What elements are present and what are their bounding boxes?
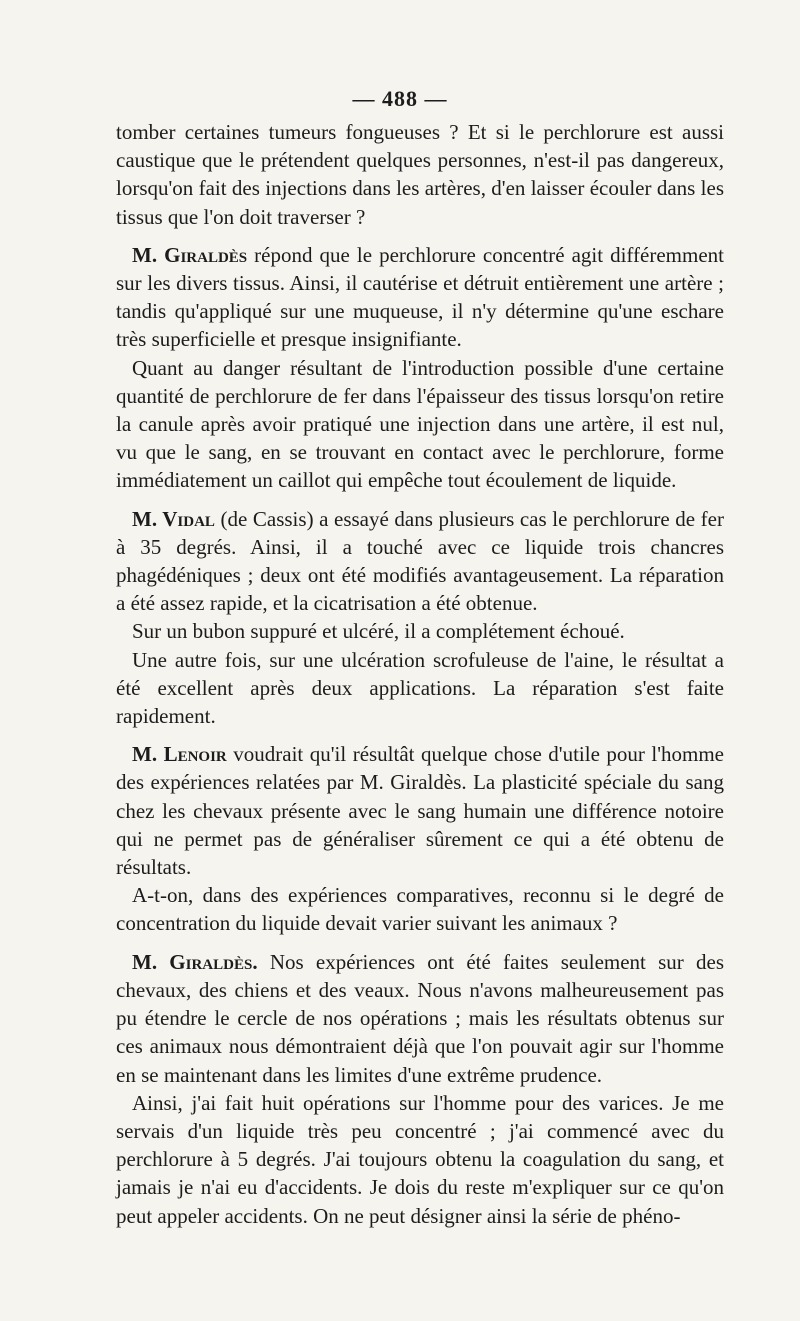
paragraph <box>116 118 724 231</box>
page-number: — 488 — <box>352 86 448 111</box>
paragraph-text: voudrait qu'il résultât quelque chose d'utile pour l'homme des expériences relatées par M. Giraldès. La plasticité spéciale du sang chez les chevaux présente avec le sang humain une différence notoire qui ne permet pas de généraliser sûrement ce qui a été obtenu de résultats. <box>116 742 724 880</box>
paragraph <box>116 948 724 1089</box>
paragraph <box>116 241 724 354</box>
paragraph-text: A-t-on, dans des expériences comparatives, reconnu si le degré de concentration du liquide devait varier suivant les animaux ? <box>116 883 724 936</box>
paragraph-text: (de Cassis) a essayé dans plusieurs cas le perchlorure de fer à 35 degrés. Ainsi, il a touché avec ce liquide trois chancres phagédéniques ; deux ont été modifiés avantageusement. La réparation a été assez rapide, et la cicatrisation a été obtenue. <box>116 506 724 616</box>
paragraph-text: Nos expériences ont été faites seulement sur des chevaux, des chiens et des veaux. Nous n'avons malheureusement pas pu étendre le cercle de nos opérations ; mais les résultats obtenus sur ces animaux nous démontraient déjà que l'on pouvait agir sur l'homme en se maintenant dans les limites d'une extrême prudence. <box>116 949 725 1087</box>
paragraph <box>116 1089 724 1230</box>
paragraph-text: Ainsi, j'ai fait huit opérations sur l'homme pour des varices. Je me servais d'un liquide très peu concentré ; j'ai commencé avec du perchlorure à 5 degrés. J'ai toujours obtenu la coagulation du sang, et jamais je n'ai eu d'accidents. Je dois du reste m'expliquer sur ce qu'on peut appeler accidents. On ne peut désigner ainsi la série de phéno- <box>116 1090 724 1228</box>
paragraph-text: tomber certaines tumeurs fongueuses ? Et si le perchlorure est aussi caustique que le prétendent quelques personnes, n'est-il pas dangereux, lorsqu'on fait des injections dans les artères, d'en laisser écouler dans les tissus que l'on doit traverser ? <box>116 120 724 229</box>
speaker-name: M. Lenoir <box>132 742 227 767</box>
paragraph <box>116 505 724 618</box>
speaker-name: M. Vidal <box>132 506 215 531</box>
paragraph-text: Sur un bubon suppuré et ulcéré, il a complétement échoué. <box>132 619 625 644</box>
paragraph <box>116 646 724 731</box>
speaker-name: M. Giraldès. <box>132 949 258 974</box>
speaker-name: M. Giraldès <box>132 242 248 267</box>
paragraph <box>116 617 724 645</box>
paragraph-text: Une autre fois, sur une ulcération scrofuleuse de l'aine, le résultat a été excellent après deux applications. La réparation s'est faite rapidement. <box>116 647 724 729</box>
paragraph-text: répond que le perchlorure concentré agit différemment sur les divers tissus. Ainsi, il cautérise et détruit entièrement une artère ; tandis qu'appliqué sur une muqueuse, il n'y détermine qu'une eschare très superficielle et presque insignifiante. <box>116 242 724 352</box>
paragraph-text: Quant au danger résultant de l'introduction possible d'une certaine quantité de perchlorure de fer dans l'épaisseur des tissus lorsqu'on retire la canule après avoir pratiqué une injection dans une artère, il est nul, vu que le sang, en se trouvant en contact avec le perchlorure, forme immédiatement un caillot qui empêche tout écoulement de liquide. <box>116 355 724 493</box>
paragraph <box>116 881 724 937</box>
paragraph <box>116 740 724 881</box>
body-text <box>116 118 724 1230</box>
paragraph <box>116 354 724 495</box>
